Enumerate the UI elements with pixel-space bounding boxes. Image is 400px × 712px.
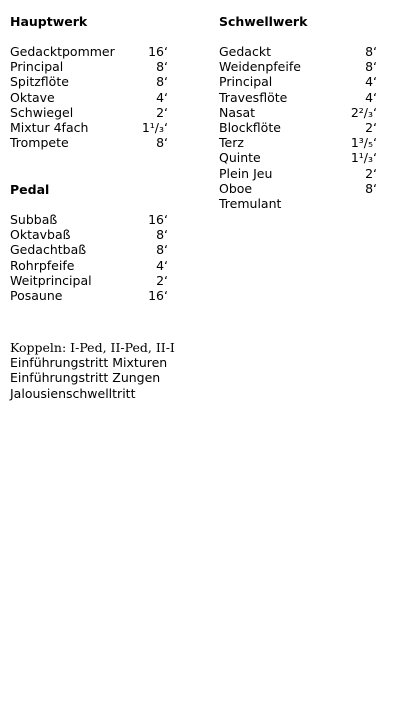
schwellwerk-stop-row — [219, 120, 377, 135]
stop-name: Oboe — [219, 180, 253, 196]
stop-name: Schwiegel — [10, 104, 74, 120]
stop-pitch: 8‘ — [156, 74, 168, 90]
pedal-stop-row — [10, 227, 168, 242]
pedal-stop-row — [10, 258, 168, 273]
stop-pitch: 8‘ — [365, 180, 377, 196]
stop-pitch: 8‘ — [156, 59, 168, 75]
accessory-note: Einführungstritt Mixturen — [10, 355, 168, 371]
stop-pitch: 16‘ — [148, 44, 168, 59]
stop-name: Spitzflöte — [10, 74, 69, 90]
stop-name: Gedacktpommer — [10, 44, 115, 59]
stop-name: Oktavbaß — [10, 227, 71, 243]
stop-pitch: 8‘ — [156, 227, 168, 243]
pedal-stop-row — [10, 273, 168, 288]
stop-name: Oktave — [10, 89, 55, 105]
stop-pitch: 8‘ — [156, 242, 168, 258]
schwellwerk-stop-row — [219, 135, 377, 150]
hauptwerk-stop-row — [10, 59, 168, 74]
schwellwerk-heading: Schwellwerk — [219, 14, 308, 29]
stop-pitch: 16‘ — [148, 212, 168, 227]
stop-pitch: 4‘ — [156, 89, 168, 105]
stop-pitch: 8‘ — [156, 135, 168, 151]
pedal-stop-row — [10, 212, 168, 227]
stop-pitch: 2‘ — [365, 165, 377, 181]
hauptwerk-stop-row — [10, 44, 168, 59]
stop-pitch: 8‘ — [365, 44, 377, 59]
hauptwerk-stop-row — [10, 120, 168, 135]
stop-name: Principal — [219, 74, 273, 90]
stop-pitch: 2²/₃‘ — [350, 104, 377, 120]
stop-name: Trompete — [10, 135, 69, 151]
stop-name: Terz — [219, 135, 244, 151]
stop-pitch: 8‘ — [365, 59, 377, 75]
pedal-stop-row — [10, 288, 168, 303]
accessory-note: Einführungstritt Zungen — [10, 370, 161, 386]
hauptwerk-stop-row — [10, 135, 168, 150]
schwellwerk-stop-row — [219, 74, 377, 89]
stop-name: Weitprincipal — [10, 272, 92, 288]
stop-pitch: 2‘ — [156, 272, 168, 288]
stop-pitch: 2‘ — [365, 119, 377, 135]
stop-name: Plein Jeu — [219, 165, 273, 181]
pedal-division — [10, 182, 168, 303]
accessories-notes — [10, 340, 390, 401]
schwellwerk-stop-row — [219, 181, 377, 196]
stop-pitch: 4‘ — [365, 89, 377, 105]
schwellwerk-stop-row — [219, 59, 377, 74]
hauptwerk-stop-row — [10, 74, 168, 89]
stop-name: Rohrpfeife — [10, 257, 75, 273]
schwellwerk-stop-row — [219, 105, 377, 120]
schwellwerk-stop-row — [219, 166, 377, 181]
stop-pitch: 16‘ — [148, 287, 168, 303]
stop-name: Gedackt — [219, 44, 271, 59]
stop-pitch: 1¹/₃‘ — [350, 150, 377, 166]
hauptwerk-stop-row — [10, 90, 168, 105]
stop-name: Subbaß — [10, 212, 58, 227]
stop-name: Gedachtbaß — [10, 242, 87, 258]
stop-pitch: 1³/₅‘ — [350, 135, 377, 151]
schwellwerk-stop-row — [219, 44, 377, 59]
hauptwerk-division — [10, 14, 168, 150]
stop-name: Travesflöte — [219, 89, 288, 105]
stop-name: Weidenpfeife — [219, 59, 301, 75]
schwellwerk-stop-row — [219, 196, 377, 211]
accessory-note: Jalousienschwelltritt — [10, 385, 136, 401]
schwellwerk-division — [219, 14, 377, 211]
stop-name: Posaune — [10, 287, 63, 303]
pedal-stop-row — [10, 242, 168, 257]
pedal-heading: Pedal — [10, 182, 50, 197]
couplers-note: Koppeln: I-Ped, II-Ped, II-I — [10, 340, 175, 355]
schwellwerk-stop-row — [219, 150, 377, 165]
hauptwerk-heading: Hauptwerk — [10, 14, 88, 29]
stop-name: Quinte — [219, 150, 261, 166]
stop-pitch: 2‘ — [156, 104, 168, 120]
stop-pitch: 4‘ — [156, 257, 168, 273]
stop-name: Tremulant — [219, 195, 282, 211]
hauptwerk-stop-row — [10, 105, 168, 120]
stop-pitch: 1¹/₃‘ — [141, 119, 168, 135]
schwellwerk-stop-row — [219, 90, 377, 105]
stop-name: Blockflöte — [219, 119, 281, 135]
stop-name: Mixtur 4fach — [10, 119, 89, 135]
stop-name: Nasat — [219, 104, 256, 120]
stop-name: Principal — [10, 59, 64, 75]
stop-pitch: 4‘ — [365, 74, 377, 90]
